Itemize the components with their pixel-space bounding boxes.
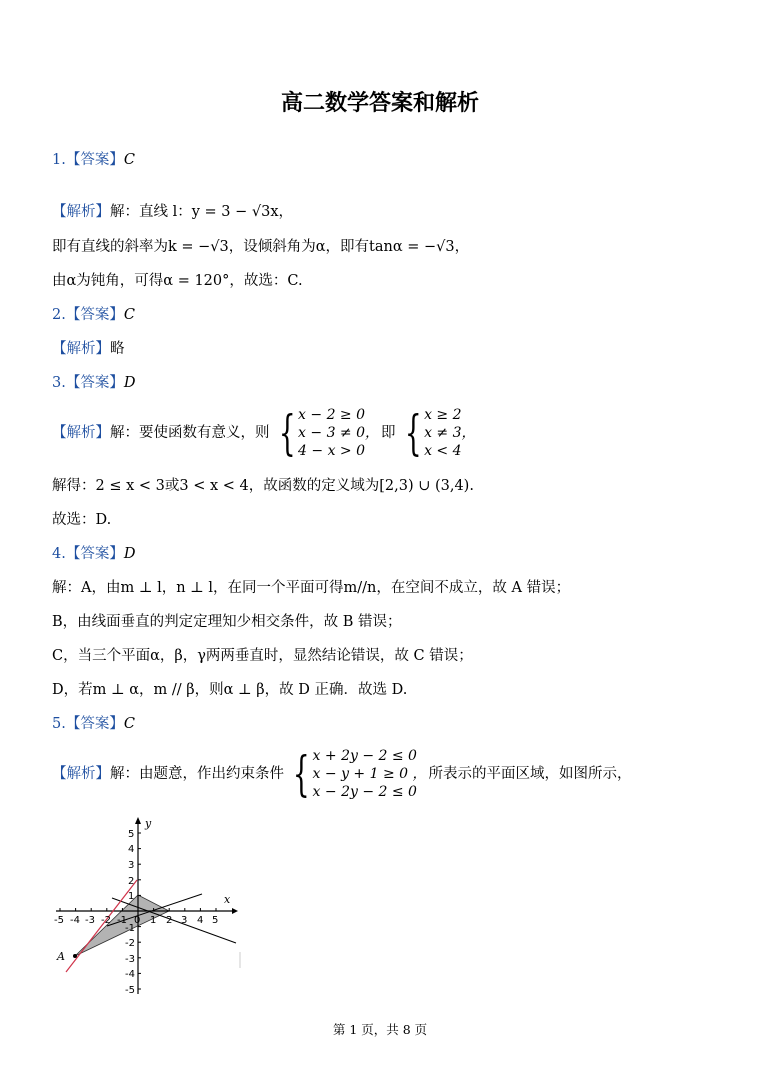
- q5-answer-tag: 【答案】: [65, 716, 124, 732]
- q3-sys1-row: 4 − x > 0: [298, 443, 366, 459]
- y-tick-label: 2: [128, 876, 135, 887]
- q3-analysis-line-1: [52, 405, 478, 461]
- x-tick-label: -4: [70, 915, 80, 926]
- q4-answer: D: [123, 546, 136, 562]
- q2-answer-line: [52, 305, 135, 325]
- y-tick-label: -4: [125, 969, 135, 980]
- y-axis-label: y: [145, 817, 152, 830]
- q4-answer-tag: 【答案】: [65, 546, 124, 562]
- q1-number: 1.: [52, 152, 66, 168]
- q5-sys-row: x − y + 1 ≥ 0 ，: [312, 766, 427, 782]
- q3-analysis-pre: 解：要使函数有意义，则: [110, 425, 270, 441]
- q2-analysis-text: 略: [110, 341, 125, 357]
- q3-sys2-row: x ≠ 3，: [424, 425, 476, 441]
- x-tick-label: 4: [197, 915, 204, 926]
- y-tick-label: 3: [128, 860, 135, 871]
- q1-analysis-text-1: 解：直线 l：y = 3 − √3x，: [110, 204, 294, 220]
- q3-system-1: { x − 2 ≥ 0 x − 3 ≠ 0， 4 − x > 0: [278, 405, 380, 461]
- q5-sys-row: x + 2y − 2 ≤ 0: [312, 748, 417, 764]
- q2-analysis-tag: 【解析】: [52, 341, 110, 357]
- q2-analysis-line: [52, 339, 125, 359]
- q5-sys-row: x − 2y − 2 ≤ 0: [312, 784, 417, 800]
- q3-system-2: { x ≥ 2 x ≠ 3， x < 4: [404, 405, 476, 461]
- q1-answer: C: [123, 152, 135, 168]
- x-tick-label: -3: [85, 915, 95, 926]
- y-tick-label: -3: [125, 954, 135, 965]
- x-tick-label: 0: [134, 915, 141, 926]
- q3-answer-tag: 【答案】: [65, 375, 124, 391]
- q4-analysis-line-4: D，若m ⊥ α，m // β，则α ⊥ β，故 D 正确．故选 D.: [52, 682, 408, 698]
- q5-analysis-pre: 解：由题意，作出约束条件: [110, 766, 284, 782]
- q3-analysis-mid: 即: [381, 425, 396, 441]
- q2-number: 2.: [52, 307, 66, 323]
- x-tick-label: 2: [166, 915, 173, 926]
- y-tick-label: -2: [125, 938, 135, 949]
- q3-answer: D: [123, 375, 136, 391]
- x-axis-label: x: [224, 893, 231, 906]
- x-tick-label: -2: [101, 915, 111, 926]
- q4-number: 4.: [52, 546, 66, 562]
- x-axis-arrow: [232, 908, 238, 914]
- q5-analysis-line-1: [52, 746, 632, 802]
- q5-analysis-post: 所表示的平面区域，如图所示，: [428, 766, 632, 782]
- q3-analysis-line-3: 故选：D.: [52, 512, 112, 528]
- y-tick-label: -5: [125, 985, 135, 996]
- q2-answer-tag: 【答案】: [65, 307, 124, 323]
- feasible-region-figure: [52, 814, 248, 1004]
- y-tick-label: 1: [128, 891, 135, 902]
- y-axis-arrow: [135, 817, 141, 824]
- q3-sys2-row: x < 4: [424, 443, 462, 459]
- q2-answer: C: [123, 307, 135, 323]
- q1-answer-tag: 【答案】: [65, 152, 124, 168]
- page-footer: 第 1 页，共 8 页: [332, 1022, 428, 1037]
- q3-answer-line: [52, 373, 135, 393]
- point-a: [73, 954, 77, 958]
- q4-answer-line: [52, 544, 135, 564]
- q3-number: 3.: [52, 375, 66, 391]
- x-tick-label: 5: [212, 915, 219, 926]
- point-a-label: A: [57, 950, 65, 963]
- q3-analysis-tag: 【解析】: [52, 425, 110, 441]
- q5-number: 5.: [52, 716, 66, 732]
- q5-system: { x + 2y − 2 ≤ 0 x − y + 1 ≥ 0 ， x − 2y − 2 ≤ 0: [292, 746, 427, 802]
- q4-analysis-line-3: C，当三个平面α，β，γ两两垂直时，显然结论错误，故 C 错误；: [52, 648, 473, 664]
- q3-analysis-line-2: 解得：2 ≤ x < 3或3 < x < 4，故函数的定义域为[2,3) ∪ (3,4).: [52, 478, 474, 494]
- y-tick-label: 5: [128, 829, 135, 840]
- q1-analysis-tag: 【解析】: [52, 204, 110, 220]
- page-title: 高二数学答案和解析: [280, 91, 479, 116]
- q3-sys1-row: x − 3 ≠ 0，: [298, 425, 380, 441]
- y-tick-label: 4: [128, 844, 135, 855]
- q1-answer-line: [52, 150, 135, 170]
- q1-analysis-line-3: 由α为钝角，可得α = 120°，故选：C.: [52, 273, 303, 289]
- q5-answer-line: [52, 714, 135, 734]
- q5-answer: C: [123, 716, 135, 732]
- q1-analysis-line-1: [52, 202, 293, 222]
- q1-analysis-line-2: 即有直线的斜率为k = −√3，设倾斜角为α，即有tanα = −√3，: [52, 239, 470, 255]
- x-tick-label: 3: [181, 915, 188, 926]
- q4-analysis-line-2: B，由线面垂直的判定定理知少相交条件，故 B 错误；: [52, 614, 402, 630]
- x-tick-label: -1: [117, 915, 127, 926]
- q4-analysis-line-1: 解：A，由m ⊥ l，n ⊥ l，在同一个平面可得m//n，在空间不成立，故 A 错误；: [52, 580, 571, 596]
- q3-sys2-row: x ≥ 2: [424, 407, 462, 423]
- x-tick-label: -5: [54, 915, 64, 926]
- q3-sys1-row: x − 2 ≥ 0: [298, 407, 366, 423]
- y-tick-label: -1: [125, 923, 135, 934]
- q5-analysis-tag: 【解析】: [52, 766, 110, 782]
- x-tick-label: 1: [150, 915, 157, 926]
